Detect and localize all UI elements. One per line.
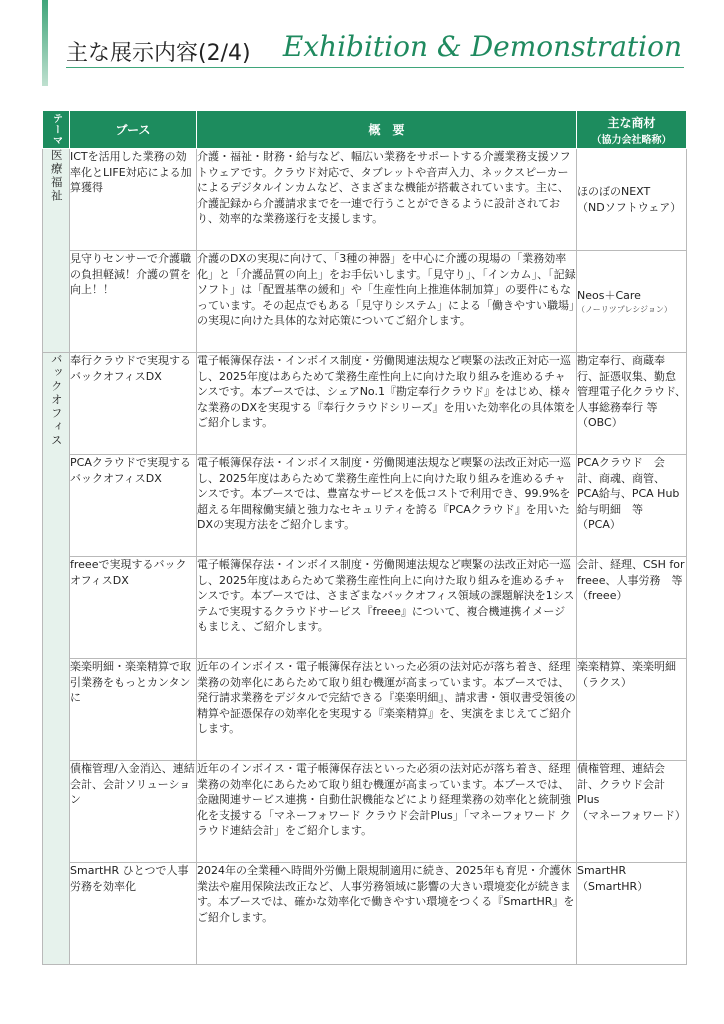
booth-name: SmartHR ひとつで人事労務を効率化 — [70, 863, 197, 965]
overview-text: 電子帳簿保存法・インボイス制度・労働関連法規など喫緊の法改正対応一巡し、2025年度はあらためて業務生産性向上に向けた取り組みを進めるチャンスです。本ブースでは、さまざまなバックオフィス領域の課題解決を1システムで実現するクラウドサービス『freee』について、複合機連携イメージもまじえ、ご紹介します。 — [197, 557, 577, 659]
item-cell — [577, 353, 687, 455]
header-accent-bar — [42, 0, 48, 86]
item-cell — [577, 863, 687, 965]
theme-cell-backoffice: バックオフィス — [43, 353, 70, 965]
item-text: 勘定奉行、商蔵奉行、証憑収集、勤怠管理電子化クラウド、人事総務奉行 等（OBC） — [577, 354, 687, 429]
item-text: 債権管理、連結会計、クラウド会計Plus （マネーフォワード） — [577, 762, 686, 822]
item-company-note: （ノーリツプレシジョン） — [577, 304, 672, 314]
exhibition-table — [42, 110, 687, 965]
title-underline — [66, 67, 684, 68]
booth-name: 楽楽明細・楽楽精算で取引業務をもっとカンタンに — [70, 659, 197, 761]
item-text: 会計、経理、CSH for freee、人事労務 等 （freee） — [577, 558, 685, 602]
overview-text: 電子帳簿保存法・インボイス制度・労働関連法規など喫緊の法改正対応一巡し、2025年度はあらためて業務生産性向上に向けた取り組みを進めるチャンスです。本ブースでは、豊富なサービスを低コストで利用でき、99.9%を超える年間稼働実績と強力なセキュリティを誇る『PCAクラウド』を用いたDXの実現方法をご紹介します。 — [197, 455, 577, 557]
table-row — [43, 761, 687, 863]
table-header-row — [43, 111, 687, 149]
header-theme: テーマ — [43, 111, 70, 149]
booth-name: 債権管理/入金消込、連結会計、会計ソリューション — [70, 761, 197, 863]
table-row — [43, 251, 687, 353]
overview-text: 近年のインボイス・電子帳簿保存法といった必須の法対応が落ち着き、経理業務の効率化にあらためて取り組む機運が高まっています。本ブースでは、発行請求業務をデジタルで完結できる『楽楽明細』、請求書・領収書受領後の精算や証憑保存の効率化を実現する『楽楽精算』を、実演をまじえてご紹介します。 — [197, 659, 577, 761]
item-text: ほのぼのNEXT （NDソフトウェア） — [577, 185, 682, 214]
item-cell — [577, 761, 687, 863]
table-row — [43, 863, 687, 965]
table-row — [43, 353, 687, 455]
booth-name: freeeで実現するバックオフィスDX — [70, 557, 197, 659]
table-row — [43, 455, 687, 557]
item-text: 楽楽精算、楽楽明細 （ラクス） — [577, 660, 676, 689]
item-cell — [577, 149, 687, 251]
header-booth: ブース — [70, 111, 197, 149]
booth-name: PCAクラウドで実現するバックオフィスDX — [70, 455, 197, 557]
item-cell — [577, 557, 687, 659]
booth-name: 奉行クラウドで実現するバックオフィスDX — [70, 353, 197, 455]
overview-text: 介護・福祉・財務・給与など、幅広い業務をサポートする介護業務支援ソフトウェアです。クラウド対応で、タブレットや音声入力、ネックスピーカーによるデジタルインカムなど、さまざまな機能が搭載されています。主に、介護記録から介護請求までを一連で行うことができるように設計されており、効率的な業務遂行を支援します。 — [197, 149, 577, 251]
item-cell — [577, 659, 687, 761]
booth-name: ICTを活用した業務の効率化とLIFE対応による加算獲得 — [70, 149, 197, 251]
item-text: PCAクラウド 会計、商魂、商管、PCA給与、PCA Hub 給与明細 等 （PCA） — [577, 456, 680, 531]
item-text: Neos＋Care — [577, 289, 641, 303]
overview-text: 近年のインボイス・電子帳簿保存法といった必須の法対応が落ち着き、経理業務の効率化にあらためて取り組む機運が高まっています。本ブースでは、金融関連サービス連携・自動仕訳機能などにより経理業務の効率化と統制強化を支援する「マネーフォワード クラウド会計Plus」「マネーフォワード クラウド連結会計」をご紹介します。 — [197, 761, 577, 863]
item-cell — [577, 455, 687, 557]
booth-name: 見守りセンサーで介護職の負担軽減！介護の質を向上！！ — [70, 251, 197, 353]
item-cell — [577, 251, 687, 353]
header-overview: 概 要 — [197, 111, 577, 149]
theme-cell-medical: 医療福祉 — [43, 149, 70, 353]
overview-text: 2024年の全業種へ時間外労働上限規制適用に続き、2025年も育児・介護休業法や雇用保険法改正など、人事労務領域に影響の大きい環境変化が続きます。本ブースでは、確かな効率化で働きやすい環境をつくる『SmartHR』をご紹介します。 — [197, 863, 577, 965]
item-text: SmartHR （SmartHR） — [577, 864, 649, 893]
header-items: 主な商材 （協力会社略称） — [577, 111, 687, 149]
table-row — [43, 659, 687, 761]
overview-text: 介護のDXの実現に向けて、「3種の神器」を中心に介護の現場の「業務効率化」と「介護品質の向上」をお手伝いします。「見守り」、「インカム」、「記録ソフト」は「配置基準の緩和」や「生産性向上推進体制加算」の要件にもなっています。その起点でもある「見守りシステム」による「働きやすい職場」の実現に向けた具体的な対応策についてご紹介します。 — [197, 251, 577, 353]
page-title: 主な展示内容(2/4) — [66, 41, 251, 66]
page-title-english: Exhibition & Demonstration — [282, 30, 682, 63]
table-row — [43, 557, 687, 659]
table-row — [43, 149, 687, 251]
overview-text: 電子帳簿保存法・インボイス制度・労働関連法規など喫緊の法改正対応一巡し、2025年度はあらためて業務生産性向上に向けた取り組みを進めるチャンスです。本ブースでは、シェアNo.1『勘定奉行クラウド』をはじめ、様々な業務のDXを実現する『奉行クラウドシリーズ』を用いた効率化の具体策をご紹介します。 — [197, 353, 577, 455]
